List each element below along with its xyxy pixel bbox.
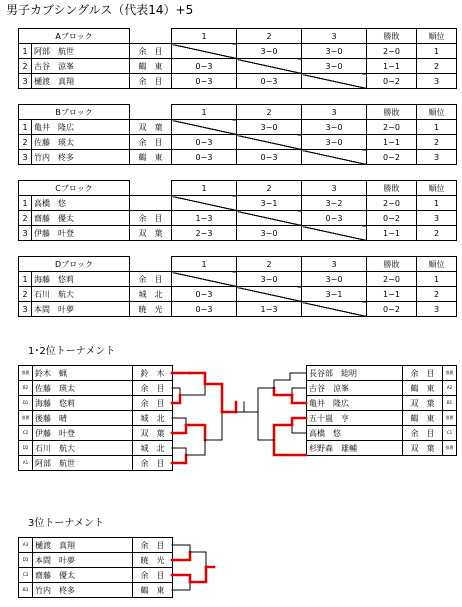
block-name: Dブロック: [19, 257, 130, 272]
score: 0−3: [237, 150, 302, 165]
player-club: 鶴 東: [130, 59, 172, 74]
block-name: Cブロック: [19, 181, 130, 196]
col-header: 2: [237, 29, 302, 44]
bracket-line-right-8: [274, 425, 292, 440]
rank: 3: [417, 74, 457, 89]
seed: 推薦: [443, 441, 457, 456]
player-club: 余 目: [130, 272, 172, 287]
player-name: 後藤 晴: [33, 411, 133, 426]
win-loss: 0−2: [367, 211, 417, 226]
player-name: 樋渡 真翔: [33, 538, 133, 553]
player-club: 余 目: [130, 135, 172, 150]
player-name: 齋藤 優太: [33, 568, 133, 583]
score: 0−3: [237, 74, 302, 89]
bracket-line-right-4: [274, 388, 292, 395]
player-club: 城 北: [133, 411, 173, 426]
score: 3−0: [237, 120, 302, 135]
bracket-line-3rd-4: [172, 582, 190, 590]
player-club: 余 目: [133, 568, 173, 583]
bracket-line-right-7: [292, 425, 306, 433]
seed: B1: [443, 396, 457, 411]
player-name: 石川 航大: [33, 441, 133, 456]
bracket-line-left-10: [186, 425, 205, 440]
win-loss: 0−2: [367, 74, 417, 89]
bracket-line-left-11: [186, 440, 205, 455]
player-club: 余 目: [130, 44, 172, 59]
player-no: 3: [19, 74, 32, 89]
bracket-line-left-4: [190, 373, 205, 384]
player-club: 城 北: [130, 287, 172, 302]
col-header: 勝敗: [367, 105, 417, 120]
player-no: 2: [19, 135, 32, 150]
seed: C3: [19, 568, 33, 583]
score: 0−3: [172, 59, 237, 74]
bracket-line-left-8: [172, 448, 186, 455]
win-loss: 1−1: [367, 287, 417, 302]
rank: 1: [417, 272, 457, 287]
player-no: 1: [19, 196, 32, 211]
player-name: 佐藤 瑛太: [32, 135, 130, 150]
player-club: 余 目: [133, 396, 173, 411]
win-loss: 2−0: [367, 196, 417, 211]
score: 3−0: [302, 272, 367, 287]
bracket-line-right-10: [258, 388, 274, 412]
score: 3−0: [302, 120, 367, 135]
player-name: 亀井 隆広: [32, 120, 130, 135]
player-club: 鶴 東: [403, 381, 443, 396]
player-club: 暁 光: [133, 553, 173, 568]
seed: C1: [443, 426, 457, 441]
col-header: 2: [237, 181, 302, 196]
score: 3−0: [302, 59, 367, 74]
score: 3−0: [302, 44, 367, 59]
bracket-line-left-9: [172, 455, 186, 463]
score: 3−1: [302, 287, 367, 302]
bracket-line-right-9: [274, 440, 306, 455]
col-header: 1: [172, 105, 237, 120]
bracket-line-left-12: [205, 384, 222, 412]
bracket-line-3rd-1: [172, 545, 190, 552]
player-name: 鈴木 蝋: [33, 366, 133, 381]
score: 0−3: [302, 211, 367, 226]
score: 0−3: [172, 74, 237, 89]
player-name: 竹内 柊多: [32, 150, 130, 165]
block-name: Bブロック: [19, 105, 130, 120]
win-loss: 2−0: [367, 272, 417, 287]
player-club: 双 葉: [403, 396, 443, 411]
bracket-line-right-1: [290, 373, 306, 380]
player-name: 高橋 悠: [307, 426, 403, 441]
score: 0−3: [172, 287, 237, 302]
rank: 1: [417, 44, 457, 59]
player-no: 2: [19, 211, 32, 226]
seed: B2: [19, 381, 33, 396]
page-title: 男子カブシングルス（代表14）+5: [6, 3, 194, 17]
player-name: 海藤 悠莉: [33, 396, 133, 411]
player-club: 余 目: [130, 211, 172, 226]
score: 3−0: [237, 272, 302, 287]
rank: 1: [417, 196, 457, 211]
player-name: 高橋 悠: [32, 196, 130, 211]
player-club: 双 葉: [130, 226, 172, 241]
col-header: 2: [237, 105, 302, 120]
win-loss: 2−0: [367, 44, 417, 59]
score: 3−0: [302, 135, 367, 150]
seed: C2: [19, 426, 33, 441]
bracket-line-3rd-2: [172, 552, 190, 560]
rank: 1: [417, 120, 457, 135]
bracket-line-right-6: [292, 418, 306, 425]
player-club: 余 目: [403, 366, 443, 381]
score: 3−0: [237, 44, 302, 59]
player-name: 佐藤 瑛太: [33, 381, 133, 396]
bracket-line-right-2: [292, 388, 306, 395]
bracket-line-left-6: [172, 418, 186, 425]
player-club: 暁 光: [130, 302, 172, 317]
player-club: 双 葉: [403, 441, 443, 456]
seed: 推薦: [19, 411, 33, 426]
col-header: 順位: [417, 257, 457, 272]
score: 1−3: [172, 211, 237, 226]
player-no: 3: [19, 302, 32, 317]
score: 1−3: [237, 302, 302, 317]
col-header: 3: [302, 29, 367, 44]
win-loss: 0−2: [367, 302, 417, 317]
col-header: 3: [302, 181, 367, 196]
score: 0−3: [172, 302, 237, 317]
bracket-line-3rd-6: [190, 567, 206, 582]
bracket-line-3rd-3: [172, 575, 190, 582]
col-header: 2: [237, 257, 302, 272]
bracket-line-right-5: [274, 380, 290, 388]
player-name: 阿部 航世: [33, 456, 133, 471]
player-no: 1: [19, 272, 32, 287]
seed: A2: [443, 381, 457, 396]
player-club: 鶴 東: [133, 583, 173, 598]
rank: 2: [417, 59, 457, 74]
player-no: 2: [19, 59, 32, 74]
bracket-line-right-11: [258, 412, 274, 440]
rank: 3: [417, 211, 457, 226]
player-club: 余 目: [403, 426, 443, 441]
col-header: 1: [172, 181, 237, 196]
seed: A3: [19, 538, 33, 553]
tournament-3-title: 3位トーナメント: [28, 518, 104, 529]
player-no: 1: [19, 44, 32, 59]
player-name: 海藤 悠莉: [32, 272, 130, 287]
player-name: 亀井 隆広: [307, 396, 403, 411]
player-name: 古谷 涼峯: [32, 59, 130, 74]
bracket-line-final-right: [244, 402, 258, 412]
seed: 推薦: [443, 411, 457, 426]
player-name: 阿部 航世: [32, 44, 130, 59]
player-club: 余 目: [133, 456, 173, 471]
player-name: 樋渡 真翔: [32, 74, 130, 89]
col-header: 順位: [417, 181, 457, 196]
col-header: 3: [302, 257, 367, 272]
bracket-line-left-13: [205, 412, 222, 440]
rank: 2: [417, 287, 457, 302]
seed: B3: [19, 583, 33, 598]
col-header: 順位: [417, 29, 457, 44]
col-header: 3: [302, 105, 367, 120]
player-name: 五十嵐 亨: [307, 411, 403, 426]
player-name: 本間 叶夢: [32, 302, 130, 317]
seed: D3: [19, 553, 33, 568]
seed: A1: [19, 456, 33, 471]
player-club: 余 目: [133, 538, 173, 553]
bracket-line-final-left: [222, 402, 236, 412]
bracket-line-left-3: [172, 395, 180, 403]
score: 3−0: [237, 226, 302, 241]
player-no: 3: [19, 226, 32, 241]
player-name: 長谷部 総明: [307, 366, 403, 381]
bracket-line-right-3: [292, 395, 306, 403]
player-name: 本間 叶夢: [33, 553, 133, 568]
player-club: 鶴 東: [130, 150, 172, 165]
player-no: 3: [19, 150, 32, 165]
seed: 推薦: [19, 366, 33, 381]
player-club: 双 葉: [133, 426, 173, 441]
score: 2−3: [172, 226, 237, 241]
player-name: 杉野森 雄輔: [307, 441, 403, 456]
score: 3−1: [237, 196, 302, 211]
player-club: 鶴 東: [403, 411, 443, 426]
score: 0−3: [172, 135, 237, 150]
win-loss: 2−0: [367, 120, 417, 135]
win-loss: 1−1: [367, 135, 417, 150]
col-header: 順位: [417, 105, 457, 120]
col-header: 勝敗: [367, 29, 417, 44]
block-name: Aブロック: [19, 29, 130, 44]
player-name: 齋藤 優太: [32, 211, 130, 226]
score: 0−3: [172, 150, 237, 165]
rank: 3: [417, 302, 457, 317]
player-club: 鈴 木: [133, 366, 173, 381]
player-name: 伊藤 叶登: [33, 426, 133, 441]
col-header: 勝敗: [367, 181, 417, 196]
bracket-line-left-7: [172, 425, 186, 433]
player-club: 余 目: [130, 74, 172, 89]
rank: 2: [417, 135, 457, 150]
win-loss: 1−1: [367, 226, 417, 241]
player-club: 余 目: [133, 381, 173, 396]
win-loss: 0−2: [367, 150, 417, 165]
seed: D1: [19, 396, 33, 411]
rank: 3: [417, 150, 457, 165]
col-header: 1: [172, 29, 237, 44]
col-header: 勝敗: [367, 257, 417, 272]
player-no: 2: [19, 287, 32, 302]
player-name: 石川 航大: [32, 287, 130, 302]
player-name: 竹内 柊多: [33, 583, 133, 598]
score: 3−2: [302, 196, 367, 211]
win-loss: 1−1: [367, 59, 417, 74]
player-no: 1: [19, 120, 32, 135]
bracket-line-3rd-5: [190, 552, 206, 567]
player-name: 古谷 涼峯: [307, 381, 403, 396]
seed: 推薦: [443, 366, 457, 381]
player-club: 城 北: [133, 441, 173, 456]
seed: D2: [19, 441, 33, 456]
player-name: 伊藤 叶登: [32, 226, 130, 241]
player-club: 双 葉: [130, 120, 172, 135]
rank: 2: [417, 226, 457, 241]
tournament-12-title: 1･2位トーナメント: [28, 346, 116, 357]
bracket-line-left-5: [188, 384, 205, 395]
col-header: 1: [172, 257, 237, 272]
